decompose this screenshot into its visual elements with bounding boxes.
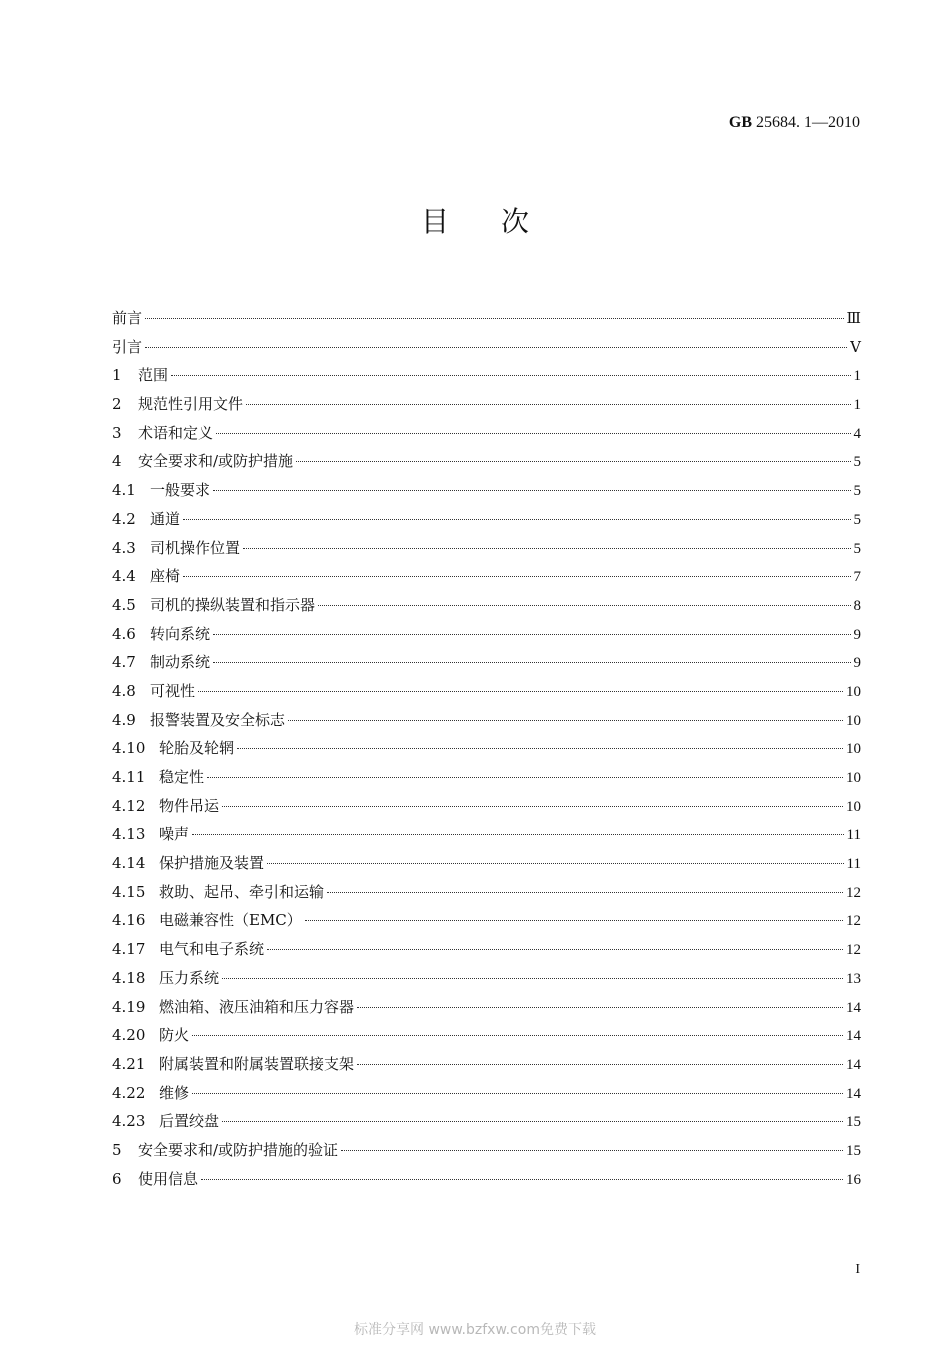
- toc-entry-label: 引言: [112, 337, 143, 356]
- toc-entry-number: 4.22: [112, 1083, 146, 1102]
- toc-entry-number: 4: [112, 452, 122, 471]
- dot-leader: [192, 834, 844, 835]
- toc-entry[interactable]: [112, 964, 861, 993]
- toc-entry-label: 安全要求和/或防护措施: [138, 452, 294, 471]
- toc-entry[interactable]: [112, 648, 861, 677]
- standard-prefix: GB: [728, 114, 752, 131]
- toc-entry-number: 4.18: [112, 968, 146, 987]
- watermark: 标准分享网 www.bzfxw.com免费下载: [354, 1322, 596, 1338]
- toc-entry-label: 稳定性: [159, 768, 205, 786]
- toc-entry-number: 4.13: [112, 825, 146, 844]
- dot-leader: [305, 920, 843, 921]
- toc-entry[interactable]: [112, 906, 861, 935]
- dot-leader: [267, 863, 844, 864]
- toc-entry-page: 14: [846, 1056, 861, 1073]
- toc-entry-label: 制动系统: [150, 653, 211, 672]
- toc-entry-page: 7: [853, 569, 861, 586]
- toc-entry-number: 3: [112, 423, 122, 442]
- toc-entry-number: 4.1: [112, 481, 136, 500]
- toc-entry-number: 4.5: [112, 595, 136, 614]
- standard-code: 25684. 1—2010: [756, 114, 860, 131]
- dot-leader: [213, 634, 850, 635]
- toc-entry-label: 使用信息: [138, 1169, 199, 1188]
- dot-leader: [246, 404, 850, 405]
- dot-leader: [171, 375, 850, 376]
- toc-entry-number: 4.8: [112, 681, 136, 700]
- toc-entry[interactable]: [112, 1021, 861, 1050]
- toc-entry-page: 14: [846, 1028, 861, 1045]
- toc-entry[interactable]: [112, 505, 861, 534]
- toc-entry-label: 可视性: [150, 681, 196, 700]
- toc-entry-number: 6: [112, 1169, 122, 1188]
- toc-entry[interactable]: [112, 849, 861, 878]
- table-of-contents: [112, 304, 861, 1193]
- toc-entry[interactable]: [112, 734, 861, 763]
- page-number: I: [855, 1262, 860, 1277]
- toc-entry-number: 4.6: [112, 624, 136, 643]
- toc-entry-number: 4.3: [112, 538, 136, 557]
- dot-leader: [288, 720, 843, 721]
- toc-entry-number: 4.16: [112, 911, 146, 930]
- toc-entry-page: 14: [846, 1085, 861, 1102]
- toc-entry-page: 14: [846, 999, 861, 1016]
- toc-entry-page: 1: [853, 368, 861, 385]
- dot-leader: [357, 1064, 843, 1065]
- toc-entry-page: 16: [846, 1171, 861, 1188]
- toc-entry-page: 11: [846, 827, 861, 844]
- toc-entry[interactable]: [112, 1136, 861, 1165]
- toc-entry-page: 10: [846, 770, 861, 786]
- toc-entry-page: 15: [846, 1114, 861, 1131]
- dot-leader: [192, 1093, 843, 1094]
- toc-entry-number: 4.2: [112, 509, 136, 528]
- toc-entry-number: 4.10: [112, 739, 146, 758]
- dot-leader: [192, 1035, 843, 1036]
- toc-entry-page: 15: [846, 1142, 861, 1159]
- toc-entry-label: 司机的操纵装置和指示器: [150, 595, 316, 614]
- dot-leader: [213, 490, 850, 491]
- toc-entry[interactable]: [112, 591, 861, 620]
- toc-entry-page: 10: [846, 683, 861, 700]
- toc-entry-number: 4.23: [112, 1112, 146, 1131]
- toc-entry-label: 附属装置和附属装置联接支架: [159, 1054, 355, 1073]
- dot-leader: [145, 318, 844, 319]
- dot-leader: [318, 605, 850, 606]
- toc-entry-label: 后置绞盘: [159, 1112, 220, 1131]
- dot-leader: [183, 576, 850, 577]
- toc-entry-page: 8: [853, 597, 861, 614]
- toc-entry[interactable]: [112, 620, 861, 649]
- toc-entry[interactable]: [112, 447, 861, 476]
- toc-entry-label: 范围: [138, 366, 169, 385]
- toc-entry[interactable]: [112, 1050, 861, 1079]
- toc-entry[interactable]: [112, 534, 861, 563]
- toc-entry-label: 压力系统: [159, 968, 220, 987]
- toc-entry-number: 4.20: [112, 1026, 146, 1045]
- toc-entry-page: 1: [853, 397, 861, 414]
- toc-entry-label: 报警装置及安全标志: [150, 710, 286, 729]
- dot-leader: [216, 433, 850, 434]
- toc-entry-page: 9: [853, 626, 861, 643]
- toc-entry-page: 5: [853, 454, 861, 471]
- standard-number: [729, 114, 860, 132]
- toc-entry-label: 物件吊运: [159, 796, 220, 815]
- toc-entry-label: 燃油箱、液压油箱和压力容器: [159, 997, 355, 1016]
- toc-entry[interactable]: [112, 1107, 861, 1136]
- toc-entry-page: 11: [846, 856, 861, 873]
- toc-entry-label: 通道: [150, 509, 181, 528]
- toc-entry-page: 10: [846, 712, 861, 729]
- dot-leader: [341, 1150, 843, 1151]
- toc-entry-page: 10: [846, 798, 861, 815]
- toc-entry[interactable]: [112, 333, 861, 362]
- toc-entry-page: Ⅴ: [850, 339, 861, 356]
- toc-entry-page: 13: [846, 970, 861, 987]
- toc-entry-number: 5: [112, 1140, 122, 1159]
- page-title: 目次: [420, 205, 581, 238]
- toc-entry-label: 转向系统: [150, 624, 211, 643]
- toc-entry-label: 救助、起吊、牵引和运输: [159, 882, 325, 901]
- toc-entry-number: 4.21: [112, 1054, 146, 1073]
- toc-entry-number: 4.12: [112, 796, 146, 815]
- dot-leader: [222, 1121, 843, 1122]
- toc-entry-page: 9: [853, 655, 861, 672]
- toc-entry-number: 4.17: [112, 940, 146, 959]
- toc-entry-number: 4.11: [112, 768, 146, 786]
- toc-entry-page: 12: [846, 884, 861, 901]
- toc-entry-number: 4.14: [112, 854, 146, 873]
- toc-entry-page: 10: [846, 741, 861, 758]
- toc-entry[interactable]: [112, 390, 861, 419]
- dot-leader: [222, 978, 843, 979]
- toc-entry-page: 5: [853, 483, 861, 500]
- toc-entry-label: 一般要求: [150, 481, 211, 500]
- toc-entry-number: 4.4: [112, 567, 136, 586]
- toc-entry-page: 5: [853, 511, 861, 528]
- toc-entry[interactable]: [112, 878, 861, 907]
- toc-entry-page: 12: [846, 942, 861, 959]
- toc-entry-number: 4.9: [112, 710, 136, 729]
- toc-entry-page: 4: [853, 425, 861, 442]
- dot-leader: [267, 949, 843, 950]
- dot-leader: [243, 548, 850, 549]
- toc-entry[interactable]: [112, 792, 861, 821]
- toc-entry-label: 司机操作位置: [150, 538, 241, 557]
- toc-entry-label: 座椅: [150, 567, 181, 586]
- toc-entry-page: Ⅲ: [846, 311, 861, 327]
- dot-leader: [201, 1179, 843, 1180]
- dot-leader: [357, 1007, 843, 1008]
- toc-entry-label: 噪声: [159, 825, 190, 844]
- toc-entry-label: 前言: [112, 309, 143, 327]
- dot-leader: [296, 461, 850, 462]
- toc-entry[interactable]: [112, 706, 861, 735]
- toc-entry-page: 5: [853, 540, 861, 557]
- toc-entry[interactable]: [112, 993, 861, 1022]
- toc-entry[interactable]: [112, 677, 861, 706]
- toc-entry[interactable]: [112, 1079, 861, 1108]
- toc-entry-label: 电磁兼容性（EMC）: [159, 911, 302, 930]
- dot-leader: [145, 347, 847, 348]
- toc-entry[interactable]: [112, 1165, 861, 1194]
- toc-entry-number: 1: [112, 366, 122, 385]
- toc-entry[interactable]: [112, 361, 861, 390]
- dot-leader: [222, 806, 843, 807]
- toc-entry-page: 12: [846, 913, 861, 930]
- toc-entry-number: 4.19: [112, 997, 146, 1016]
- toc-entry[interactable]: [112, 419, 861, 448]
- dot-leader: [183, 519, 850, 520]
- toc-entry[interactable]: [112, 763, 861, 792]
- toc-entry-label: 规范性引用文件: [138, 395, 244, 414]
- toc-entry-label: 电气和电子系统: [159, 940, 265, 959]
- dot-leader: [207, 777, 843, 778]
- dot-leader: [327, 892, 843, 893]
- toc-entry-label: 维修: [159, 1083, 190, 1102]
- toc-entry-number: 4.15: [112, 882, 146, 901]
- toc-entry[interactable]: [112, 562, 861, 591]
- toc-entry-label: 防火: [159, 1026, 190, 1045]
- toc-entry[interactable]: [112, 820, 861, 849]
- dot-leader: [198, 691, 843, 692]
- toc-entry[interactable]: [112, 476, 861, 505]
- toc-entry[interactable]: [112, 935, 861, 964]
- toc-entry-label: 术语和定义: [138, 423, 214, 442]
- toc-entry-label: 安全要求和/或防护措施的验证: [138, 1140, 339, 1159]
- toc-entry[interactable]: [112, 304, 861, 333]
- toc-entry-number: 2: [112, 395, 122, 414]
- toc-entry-number: 4.7: [112, 653, 136, 672]
- dot-leader: [213, 662, 850, 663]
- toc-entry-label: 保护措施及装置: [159, 854, 265, 873]
- dot-leader: [237, 748, 843, 749]
- toc-entry-label: 轮胎及轮辋: [159, 739, 235, 758]
